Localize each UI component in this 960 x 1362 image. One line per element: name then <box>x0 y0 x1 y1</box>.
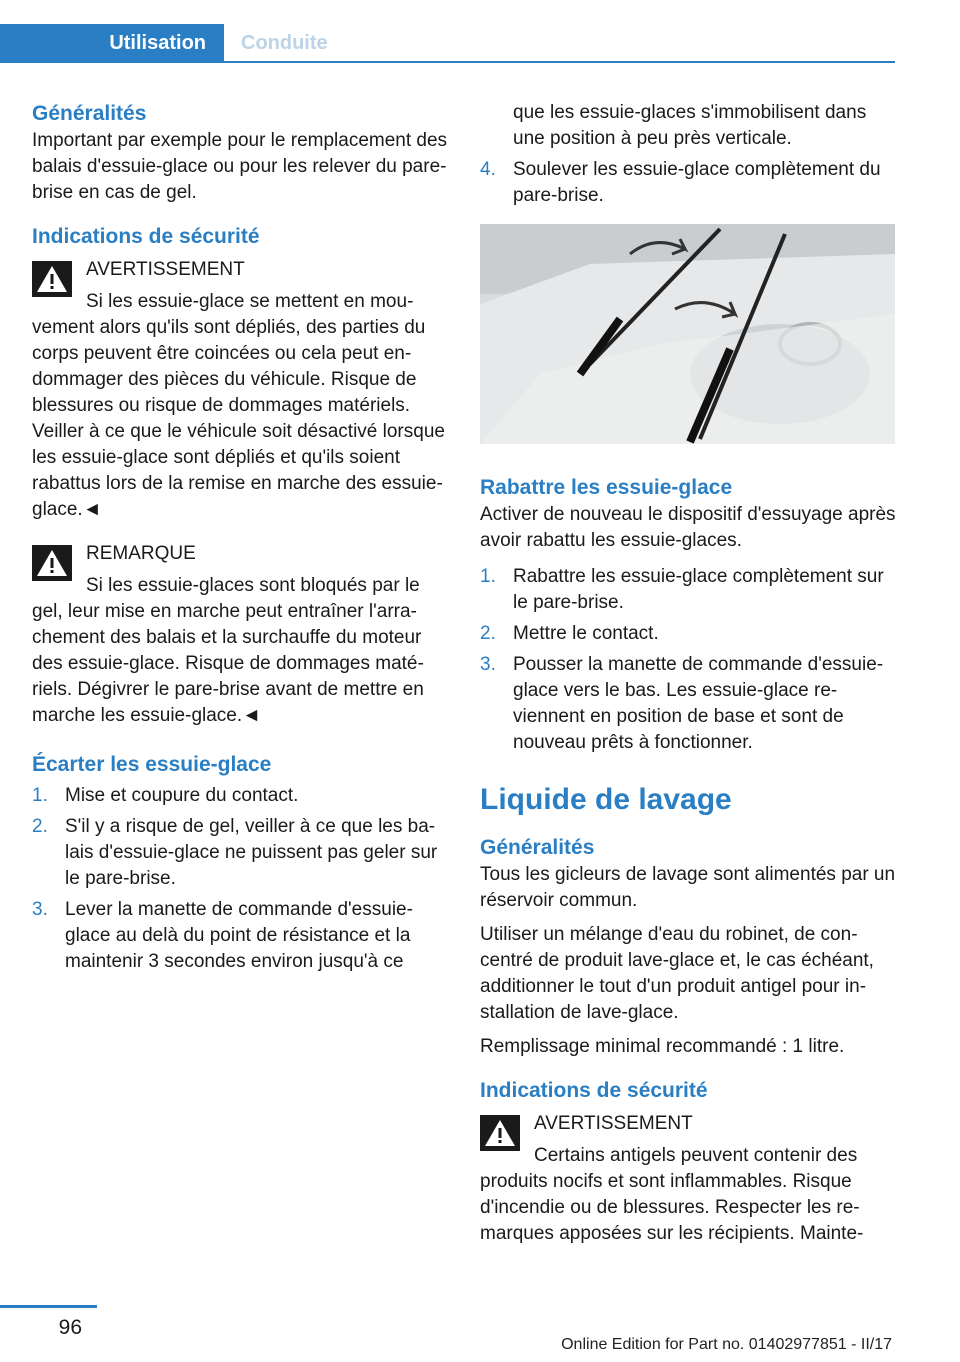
list-item: 3. Lever la manette de commande d'essuie-glace au delà du point de résistance et la maintenir 3 secondes environ jusqu'à ce <box>32 899 413 972</box>
list-item: 1. Rabattre les essuie-glace complètement sur le pare-brise. <box>480 566 884 613</box>
warning-box-2 <box>480 1111 896 1247</box>
list-item: 1. Mise et coupure du contact. <box>32 785 299 806</box>
lavage-text-1: Tous les gicleurs de lavage sont alimentés par un réservoir commun. <box>480 864 896 911</box>
tab-conduite[interactable]: Conduite <box>241 31 328 54</box>
footer-divider <box>0 1305 97 1308</box>
warning-icon <box>32 261 72 297</box>
rabattre-steps <box>480 564 896 756</box>
section-title-securite: Indications de sécurité <box>32 225 260 248</box>
notice-text: Si les essuie-glaces sont bloqués par le gel, leur mise en marche peut entraîner l'arrachement des balais et la surchauffe du moteur des essuie-glace. Risque de dommages matériels. Dégivrer le pare-brise avant de mettre en marche les essuie-glace.◄ <box>32 575 424 726</box>
warning-text: Certains antigels peuvent contenir des produits nocifs et sont inflammables. Risque d'incendie ou de blessures. Respecter les remarques apposées sur les récipients. Mainte- <box>480 1145 864 1244</box>
section-title-rabattre: Rabattre les essuie-glace <box>480 476 733 499</box>
warning-box-1 <box>32 257 448 523</box>
tab-utilisation[interactable]: Utilisation <box>0 24 224 62</box>
list-item: 4. Soulever les essuie-glace complètement du pare-brise. <box>480 159 881 206</box>
warning-label: AVERTISSEMENT <box>534 1113 693 1134</box>
ecarter-steps <box>32 783 448 975</box>
edition-text: Online Edition for Part no. 01402977851 - II/17 <box>561 1336 892 1353</box>
warning-label: AVERTISSEMENT <box>86 259 245 280</box>
page-number: 96 <box>58 1316 82 1339</box>
lavage-text-2: Utiliser un mélange d'eau du robinet, de concentré de produit lave-glace et, le cas échéant, additionner le tout d'un produit antigel pour installation de lave-glace. <box>480 924 874 1023</box>
warning-icon <box>480 1115 520 1151</box>
section-title-generalites: Généralités <box>32 102 147 125</box>
list-item: 3. Pousser la manette de commande d'essuie-glace vers le bas. Les essuie-glace reviennent en position de base et sont de nouveau prêts à fonctionner. <box>480 654 884 753</box>
warning-text: Si les essuie-glace se mettent en mouvement alors qu'ils sont dépliés, des parties du corps peuvent être coincées ou cela peut endommager des pièces du véhicule. Risque de blessures ou risque de dommages matériels. Veiller à ce que le véhicule soit désactivé lorsque les essuie-glace sont dépliés et qu'ils soient rabattus lors de la remise en marche des essuie-glace.◄ <box>32 291 445 520</box>
section-title-securite-2: Indications de sécurité <box>480 1079 708 1102</box>
section-title-generalites-2: Généralités <box>480 836 595 859</box>
rabattre-text: Activer de nouveau le dispositif d'essuyage après avoir rabattu les essuie-glaces. <box>480 504 896 551</box>
list-item: 2. Mettre le contact. <box>480 623 659 644</box>
notice-box <box>32 541 448 729</box>
chapter-title: Liquide de lavage <box>480 783 732 816</box>
right-column <box>480 100 896 1247</box>
warning-icon <box>32 545 72 581</box>
left-column <box>32 100 448 980</box>
generalites-text: Important par exemple pour le remplacement des balais d'essuie-glace ou pour les relever du pare-brise en cas de gel. <box>32 130 448 203</box>
notice-label: REMARQUE <box>86 543 196 564</box>
list-item: 2. S'il y a risque de gel, veiller à ce que les balais d'essuie-glace ne puissent pas geler sur le pare-brise. <box>32 816 438 889</box>
step-4-list <box>480 157 896 209</box>
section-title-ecarter: Écarter les essuie-glace <box>32 753 272 776</box>
wiper-illustration <box>480 224 895 444</box>
lavage-text-3: Remplissage minimal recommandé : 1 litre. <box>480 1036 845 1057</box>
header-divider <box>0 61 895 63</box>
step-continuation: que les essuie-glaces s'immobilisent dans une position à peu près verticale. <box>513 102 867 149</box>
